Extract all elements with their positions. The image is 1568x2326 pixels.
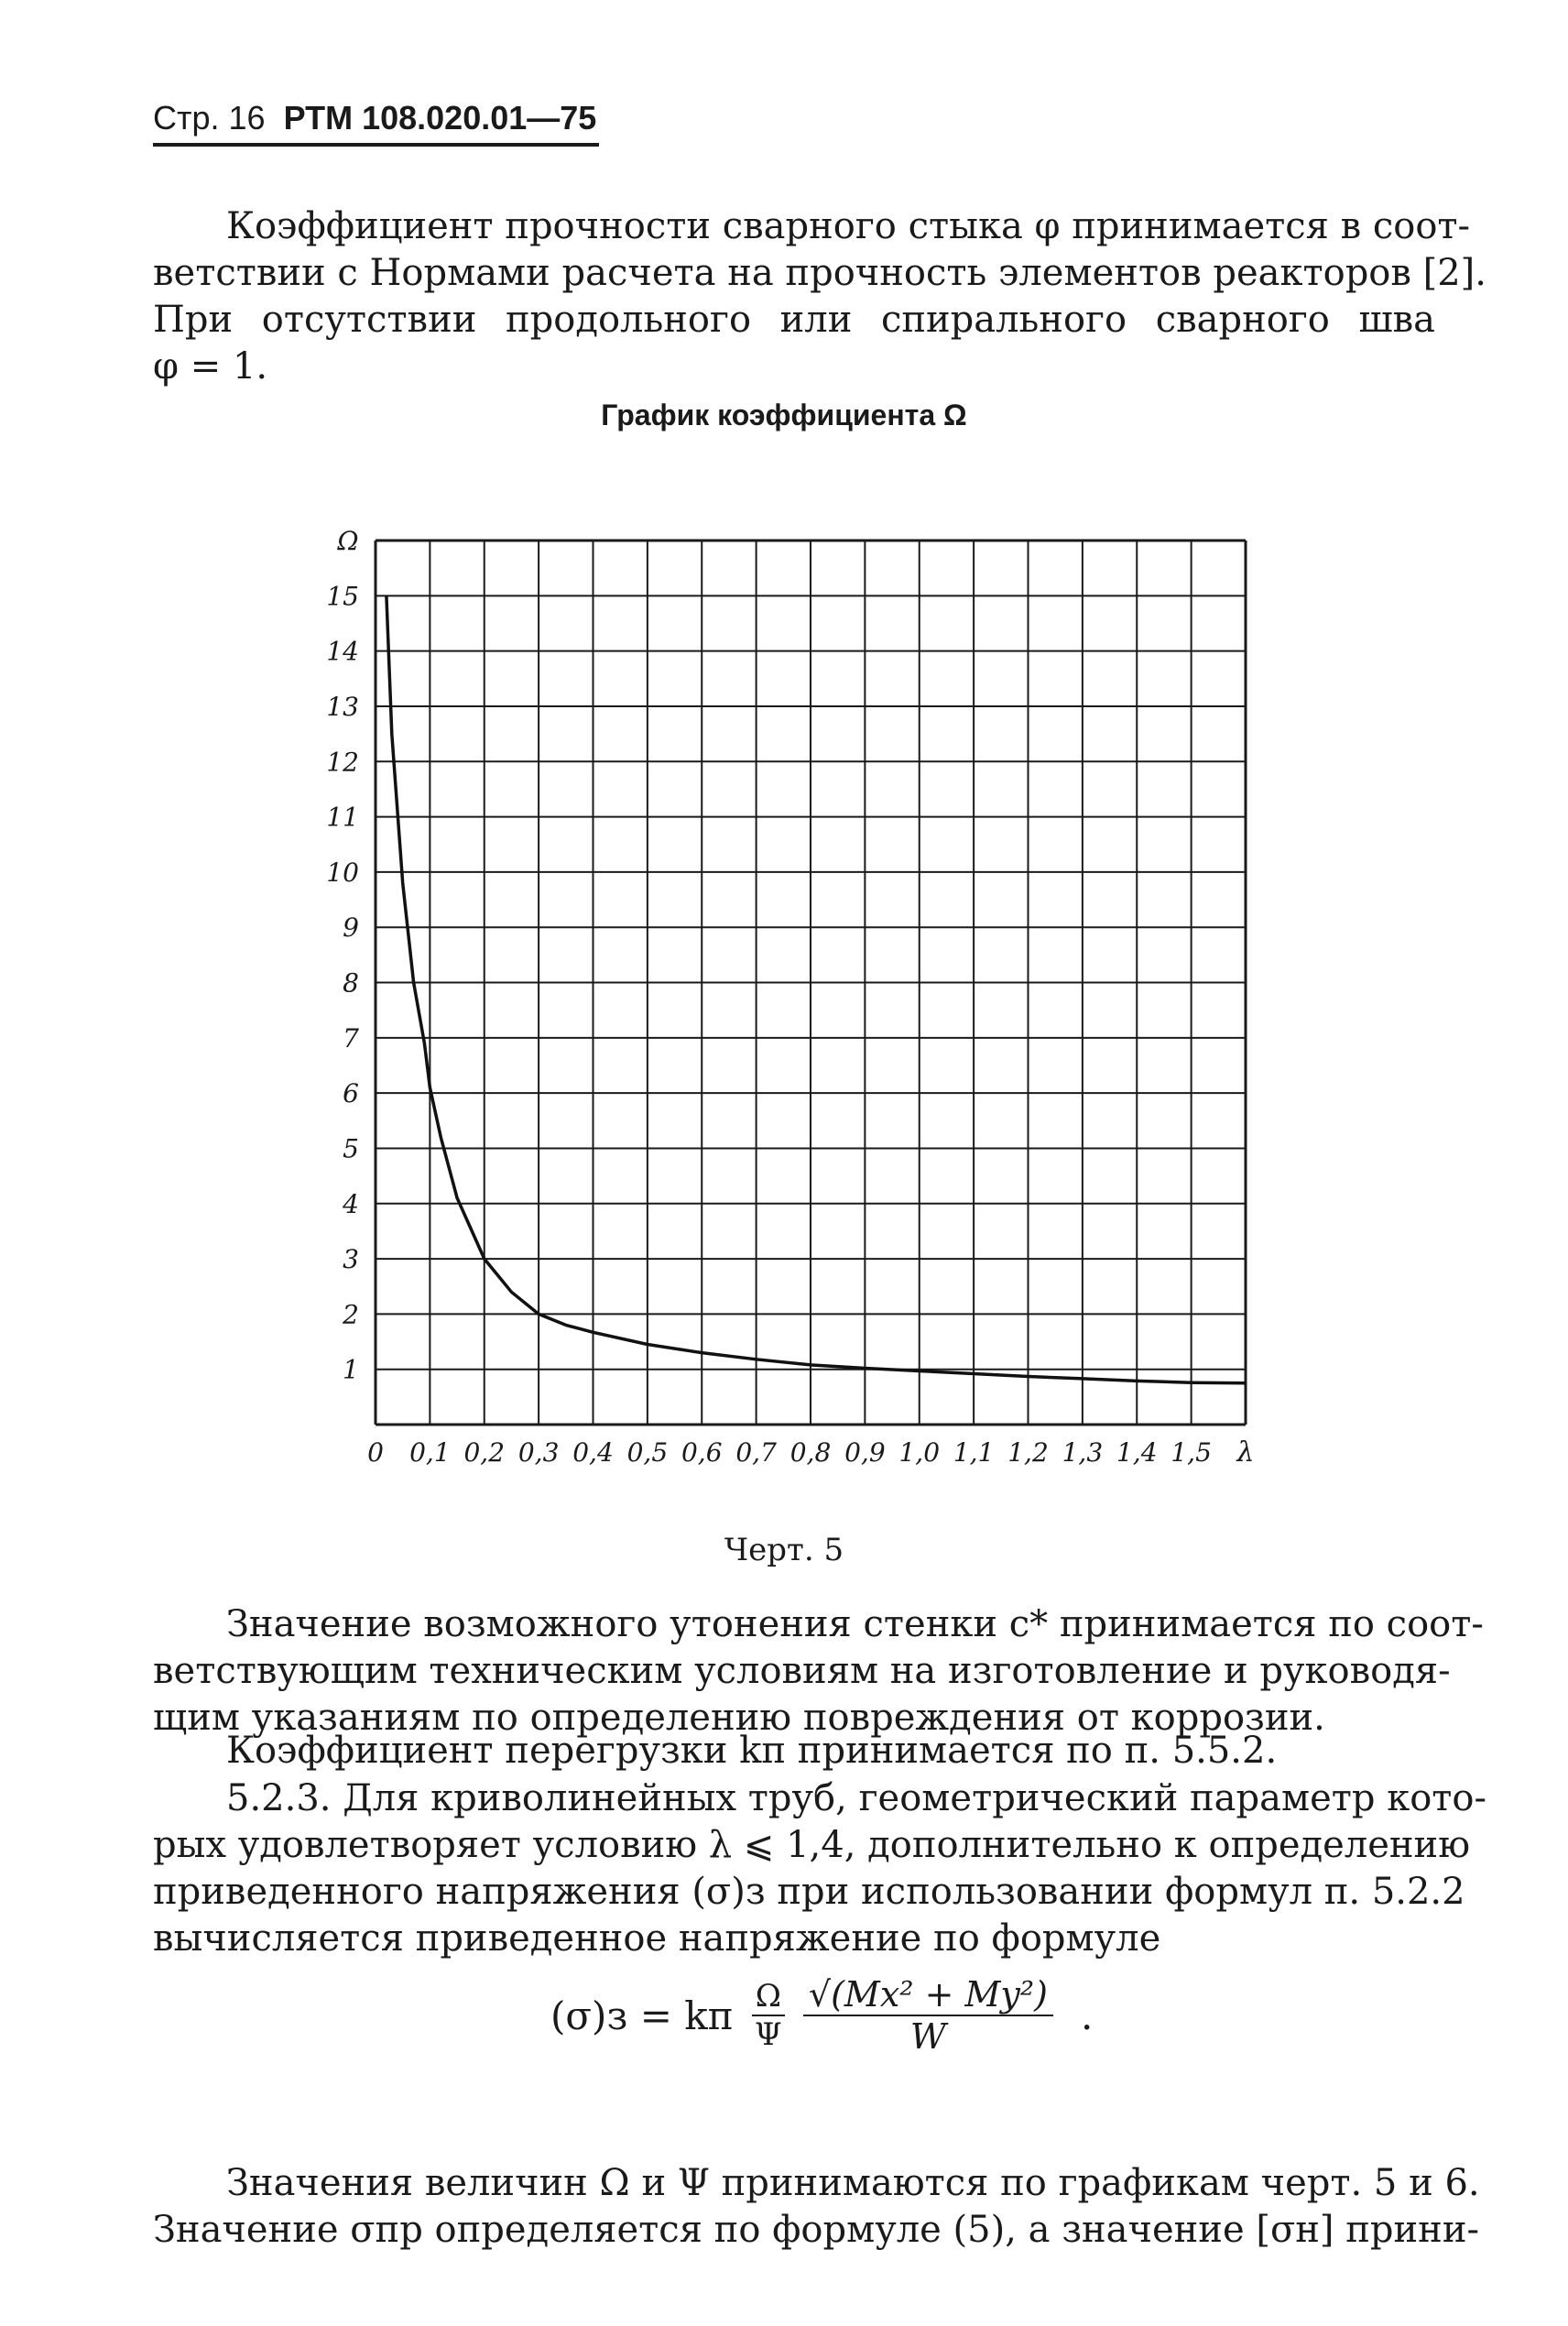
- paragraph-thinning: [153, 1601, 1484, 1742]
- y-tick-label: 15: [326, 581, 359, 612]
- y-tick-label: 1: [343, 1354, 359, 1385]
- x-tick-label: 0,1: [409, 1437, 451, 1466]
- page-header: [153, 99, 596, 137]
- paragraph-5-2-3: [153, 1775, 1487, 1962]
- y-tick-label: 13: [326, 691, 359, 722]
- body-line: Коэффициент перегрузки kп принимается по п. 5.5.2.: [226, 1730, 1278, 1772]
- intro-line: Коэффициент прочности сварного стыка φ принимается в соот-: [226, 205, 1471, 247]
- x-tick-label: 1,2: [1007, 1437, 1049, 1466]
- x-axis-label: λ: [1236, 1436, 1255, 1466]
- paragraph-values: [153, 2160, 1480, 2254]
- formula-frac2-denominator: W: [909, 2016, 946, 2057]
- y-tick-label: 11: [326, 802, 359, 833]
- intro-line: φ = 1.: [153, 345, 268, 388]
- chart-grid: [376, 541, 1246, 1425]
- chart-ticks: [326, 526, 1254, 1466]
- formula-frac1-numerator: Ω: [752, 1978, 785, 2016]
- x-tick-label: 0,9: [844, 1437, 886, 1466]
- body-line: Значение σпр определяется по формуле (5), а значение [σн] прини-: [153, 2209, 1480, 2251]
- y-tick-label: 8: [343, 967, 359, 999]
- x-tick-label: 1,1: [953, 1437, 995, 1466]
- y-tick-label: 9: [343, 912, 359, 944]
- x-tick-label: 1,0: [898, 1437, 941, 1466]
- intro-line: ветствии с Нормами расчета на прочность элементов реакторов [2].: [153, 252, 1486, 294]
- y-tick-label: 7: [343, 1022, 359, 1054]
- x-tick-label: 0,5: [626, 1437, 669, 1466]
- y-tick-label: 3: [343, 1244, 359, 1275]
- intro-line: При отсутствии продольного или спирального сварного шва: [153, 299, 1435, 341]
- intro-paragraph: [153, 203, 1486, 390]
- y-tick-label: 10: [326, 857, 359, 888]
- y-tick-label: 6: [343, 1078, 359, 1109]
- chart-series: [387, 595, 1246, 1383]
- x-tick-label: 0,6: [681, 1437, 723, 1466]
- x-tick-label: 1,4: [1116, 1437, 1158, 1466]
- x-tick-label: 0,3: [517, 1437, 560, 1466]
- body-line: щим указаниям по определению повреждения от коррозии.: [153, 1697, 1325, 1739]
- body-line: ветствующим техническим условиям на изготовление и руководя-: [153, 1650, 1451, 1692]
- figure-caption: Черт. 5: [724, 1532, 844, 1568]
- x-tick-label: 0,2: [463, 1437, 506, 1466]
- y-tick-label: 4: [343, 1188, 359, 1219]
- y-tick-label: 12: [326, 747, 359, 778]
- formula-frac1-denominator: Ψ: [754, 2016, 782, 2053]
- y-tick-label: 14: [326, 636, 359, 667]
- body-line: Значения величин Ω и Ψ принимаются по графикам черт. 5 и 6.: [226, 2162, 1480, 2204]
- body-line: приведенного напряжения (σ)з при использовании формул п. 5.2.2: [153, 1871, 1465, 1913]
- body-line: вычисляется приведенное напряжение по формуле: [153, 1917, 1161, 1960]
- x-tick-label: 0,7: [735, 1437, 777, 1466]
- omega-chart: [311, 522, 1264, 1466]
- stress-formula: [550, 1974, 1094, 2057]
- paragraph-overload: [153, 1728, 1435, 1775]
- y-axis-label: Ω: [337, 526, 359, 556]
- body-line: 5.2.3. Для криволинейных труб, геометрический параметр кото-: [226, 1777, 1487, 1819]
- x-tick-label: 0,8: [789, 1437, 832, 1466]
- x-tick-label: 1,3: [1062, 1437, 1104, 1466]
- y-tick-label: 5: [343, 1133, 359, 1164]
- formula-frac2-numerator: √(Mx² + My²): [803, 1974, 1053, 2016]
- formula-lhs: (σ)з = kп: [550, 1993, 734, 2038]
- graph-title: График коэффициента Ω: [601, 399, 967, 431]
- x-tick-label: 0,4: [572, 1437, 614, 1466]
- y-tick-label: 2: [343, 1299, 359, 1330]
- formula-end: .: [1080, 1993, 1094, 2038]
- body-line: Значение возможного утонения стенки c* принимается по соот-: [226, 1603, 1484, 1645]
- x-tick-label: 0: [367, 1437, 384, 1466]
- body-line: рых удовлетворяет условию λ ⩽ 1,4, дополнительно к определению: [153, 1824, 1471, 1866]
- omega-curve: [387, 595, 1246, 1383]
- x-tick-label: 1,5: [1171, 1437, 1212, 1466]
- header-rule: [153, 143, 599, 147]
- page-number: Стр. 16: [153, 99, 266, 137]
- document-code: РТМ 108.020.01—75: [283, 99, 597, 137]
